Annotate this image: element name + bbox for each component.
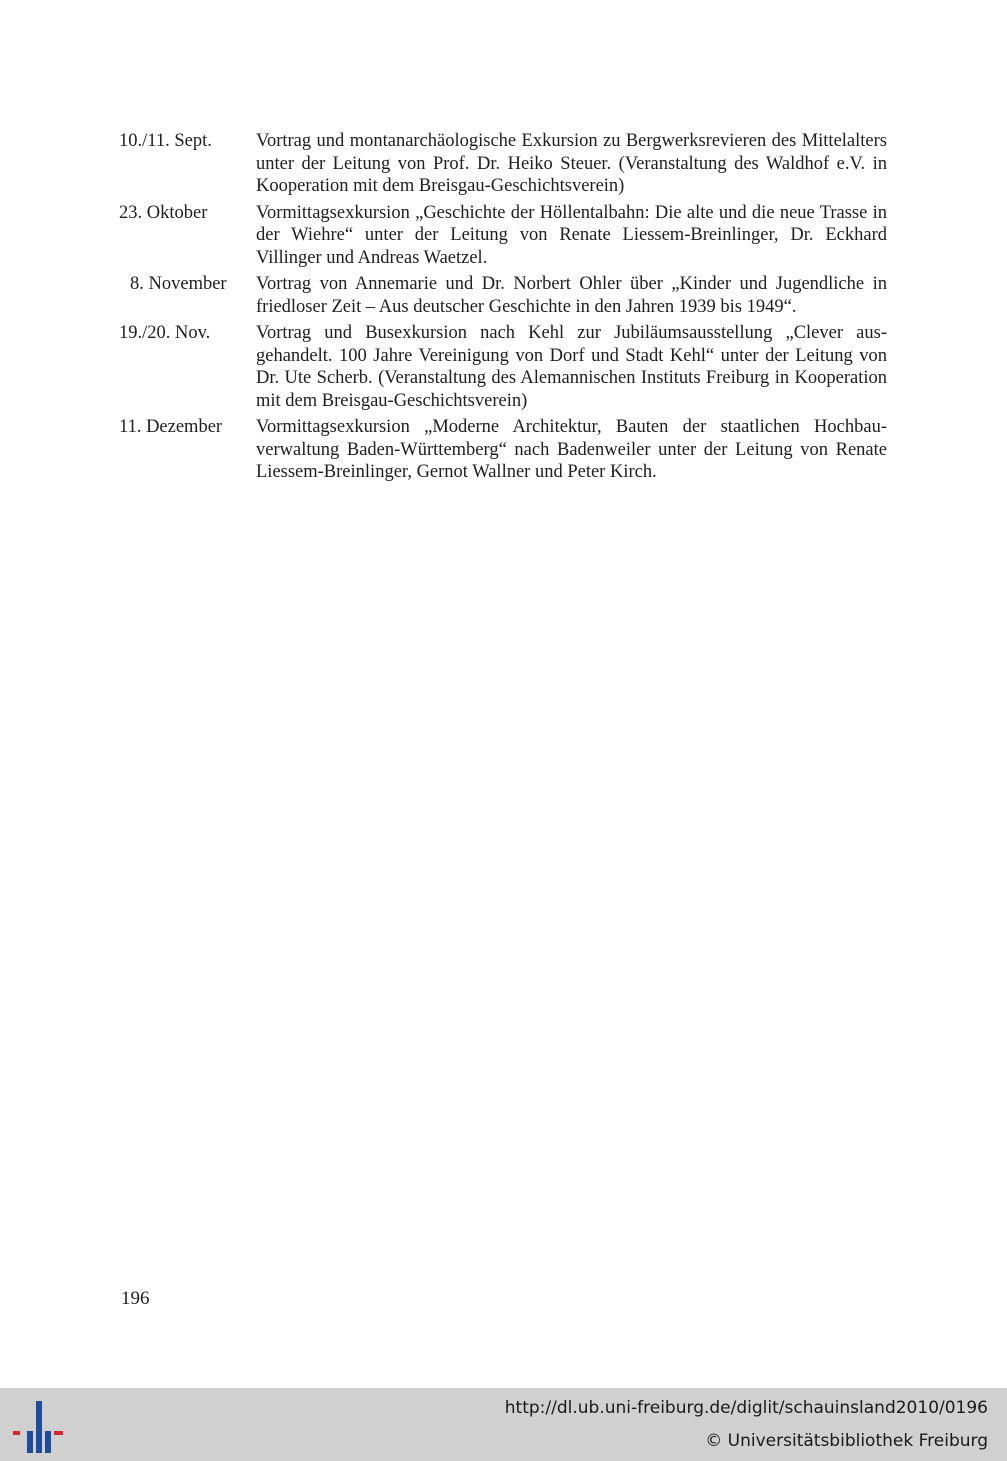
event-entry [119,273,887,318]
event-date: 8. November [130,274,227,294]
ub-freiburg-logo-icon [13,1401,63,1453]
event-date: 11. Dezember [119,417,223,437]
event-entry [119,416,887,484]
event-date: 10./11. Sept. [119,131,212,151]
event-description: Vormittagsexkursion „Geschichte der Höllentalbahn: Die alte und die neue Trasse in der Wiehre“ unter der Leitung von Renate Liessem-Breinlinger, Dr. Eckhard Villinger und Andreas Waetzel. [256,202,887,268]
event-description: Vortrag von Annemarie und Dr. Norbert Ohler über „Kinder und Jugendliche in friedloser Zeit – Aus deutscher Geschichte in den Jahren 1939 bis 1949“. [256,274,887,317]
footer-bar [0,1388,1007,1461]
event-description: Vortrag und montanarchäologische Exkursion zu Bergwerksrevieren des Mittelalters unter der Leitung von Prof. Dr. Heiko Steuer. (Veranstaltung des Waldhof e.V. in Kooperation mit dem Breisgau-Geschichtsverein) [256,131,887,196]
copyright-text: © Universitätsbibliothek Freiburg [705,1431,988,1451]
event-description: Vortrag und Busexkursion nach Kehl zur Jubiläumsausstellung „Clever ausgehandelt. 100 Jahre Vereinigung von Dorf und Stadt Kehl“ unter der Leitung von Dr. Ute Scherb. (Veranstaltung des Alemannischen Instituts Freiburg in Kooperation mit dem Breisgau-Geschichtsverein) [256,323,887,411]
event-entry [119,322,887,412]
event-entry [119,202,887,270]
page-number: 196 [121,1288,150,1309]
event-description: Vormittagsexkursion „Moderne Architektur, Bauten der staatlichen Hochbauverwaltung Baden-Württemberg“ nach Badenweiler unter der Leitung von Renate Liessem-Breinlinger, Gernot Wallner und Peter Kirch. [256,417,887,482]
source-url-link[interactable]: http://dl.ub.uni-freiburg.de/diglit/schauinsland2010/0196 [504,1398,988,1418]
event-list [119,130,887,488]
event-entry [119,130,887,198]
event-date: 19./20. Nov. [119,323,211,343]
event-date: 23. Oktober [119,202,208,223]
